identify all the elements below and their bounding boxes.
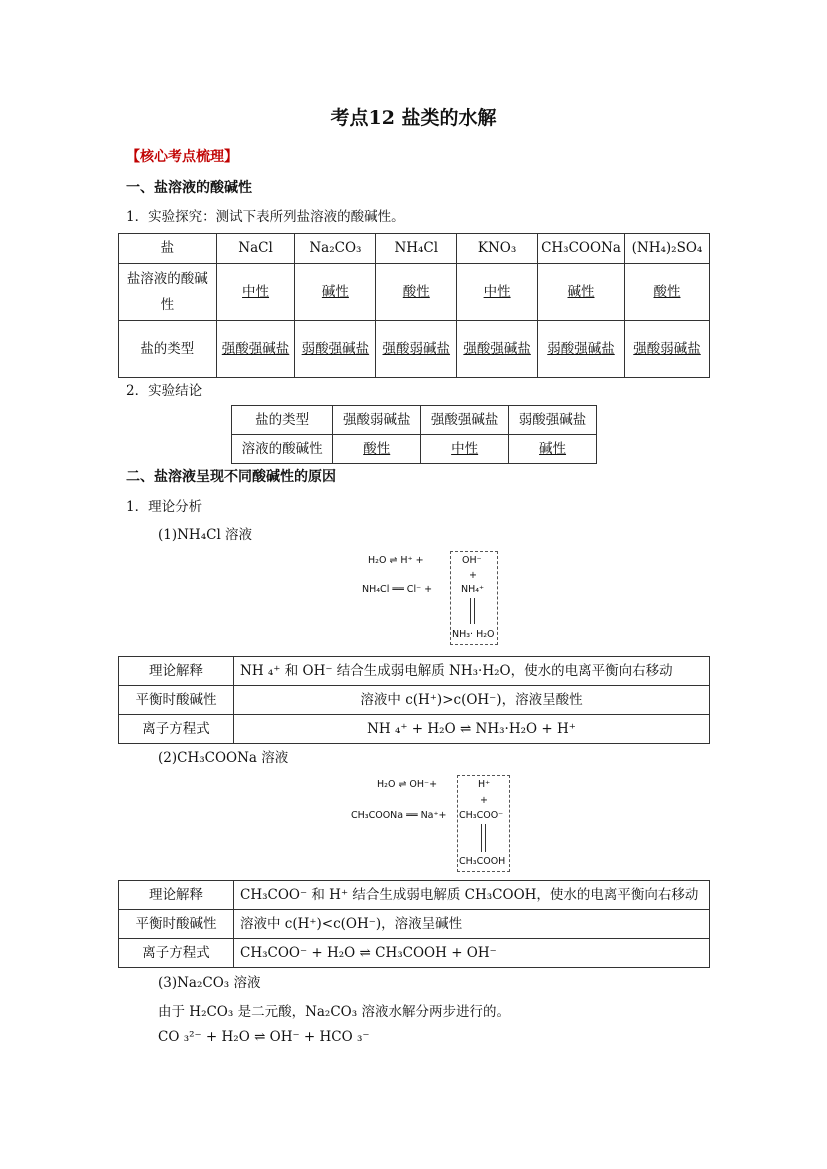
table-header-cell: 弱酸强碱盐 (509, 406, 597, 435)
table-cell: 酸性 (625, 264, 710, 321)
diagram-ion: CH₃COO⁻ (459, 810, 504, 821)
item-conclusion: 2．实验结论 (126, 383, 203, 399)
table-cell: 酸性 (333, 435, 421, 464)
diagram-line: H₂O ⇌ OH⁻+ (377, 779, 438, 790)
paragraph: 由于 H₂CO₃ 是二元酸，Na₂CO₃ 溶液水解分两步进行的。 (158, 1004, 510, 1020)
item-experiment: 1．实验探究：测试下表所列盐溶液的酸碱性。 (126, 209, 405, 225)
diagram-line: NH₄Cl ══ Cl⁻ + (362, 584, 433, 595)
table-cell: CH₃COO⁻ 和 H⁺ 结合生成弱电解质 CH₃COOH，使水的电离平衡向右移动 (234, 881, 710, 910)
table-cell: 中性 (216, 264, 295, 321)
page-title: 考点12 盐类的水解 (330, 107, 497, 129)
sub-na2co3: (3)Na₂CO₃ 溶液 (158, 975, 261, 991)
table-cell: 碱性 (509, 435, 597, 464)
diagram-plus: + (469, 570, 477, 581)
equal-arrow (470, 598, 475, 624)
diagram-ion: OH⁻ (462, 555, 482, 566)
table-cell: 强酸强碱盐 (216, 321, 295, 378)
table-cell: CH₃COO⁻ + H₂O ⇌ CH₃COOH + OH⁻ (234, 939, 710, 968)
table-cell: 中性 (457, 264, 538, 321)
table-cell: NH ₄⁺ + H₂O ⇌ NH₃·H₂O + H⁺ (234, 715, 710, 744)
row-label: 平衡时酸碱性 (119, 686, 234, 715)
table-header-cell: NH₄Cl (376, 234, 457, 264)
table-cell: 溶液中 c(H⁺)<c(OH⁻)，溶液呈碱性 (234, 910, 710, 939)
table-header-cell: (NH₄)₂SO₄ (625, 234, 710, 264)
diagram-line: H₂O ⇌ H⁺ + (368, 555, 424, 566)
table-header-cell: 盐 (119, 234, 217, 264)
row-label: 平衡时酸碱性 (119, 910, 234, 939)
row-label: 理论解释 (119, 657, 234, 686)
diagram-product: CH₃COOH (459, 856, 506, 867)
row-label: 溶液的酸碱性 (232, 435, 333, 464)
table-cell: 强酸强碱盐 (457, 321, 538, 378)
item-theory: 1．理论分析 (126, 499, 203, 515)
table-header-cell: Na₂CO₃ (295, 234, 376, 264)
equation: CO ₃²⁻ + H₂O ⇌ OH⁻ + HCO ₃⁻ (158, 1029, 370, 1045)
diagram-line: CH₃COONa ══ Na⁺+ (351, 810, 447, 821)
row-label: 盐的类型 (119, 321, 217, 378)
section-tag: 【核心考点梳理】 (126, 149, 238, 165)
table-header-cell: 强酸弱碱盐 (333, 406, 421, 435)
table-header-cell: 强酸强碱盐 (421, 406, 509, 435)
sub-nh4cl: (1)NH₄Cl 溶液 (158, 527, 253, 543)
heading-cause: 二、盐溶液呈现不同酸碱性的原因 (126, 469, 336, 485)
salt-table (118, 233, 710, 378)
table-cell: 碱性 (538, 264, 625, 321)
equal-arrow (481, 824, 486, 852)
table-header-cell: NaCl (216, 234, 295, 264)
conclusion-table (231, 405, 597, 464)
table-header-cell: CH₃COONa (538, 234, 625, 264)
table-cell: 强酸弱碱盐 (625, 321, 710, 378)
diagram-plus: + (480, 795, 488, 806)
row-label: 盐溶液的酸碱性 (119, 264, 217, 321)
diagram-ion: H⁺ (478, 779, 491, 790)
table-cell: 强酸弱碱盐 (376, 321, 457, 378)
table-cell: 中性 (421, 435, 509, 464)
table-cell: 溶液中 c(H⁺)>c(OH⁻)，溶液呈酸性 (234, 686, 710, 715)
row-label: 离子方程式 (119, 939, 234, 968)
table-cell: NH ₄⁺ 和 OH⁻ 结合生成弱电解质 NH₃·H₂O，使水的电离平衡向右移动 (234, 657, 710, 686)
ch3coona-table (118, 880, 710, 968)
row-label: 盐的类型 (232, 406, 333, 435)
nh4cl-table (118, 656, 710, 744)
table-header-cell: KNO₃ (457, 234, 538, 264)
diagram-ion: NH₄⁺ (461, 584, 485, 595)
table-cell: 碱性 (295, 264, 376, 321)
table-cell: 弱酸强碱盐 (538, 321, 625, 378)
row-label: 理论解释 (119, 881, 234, 910)
table-cell: 弱酸强碱盐 (295, 321, 376, 378)
sub-ch3coona: (2)CH₃COONa 溶液 (158, 750, 289, 766)
table-cell: 酸性 (376, 264, 457, 321)
row-label: 离子方程式 (119, 715, 234, 744)
heading-salt-acidity: 一、盐溶液的酸碱性 (126, 180, 252, 196)
diagram-product: NH₃· H₂O (452, 629, 495, 640)
